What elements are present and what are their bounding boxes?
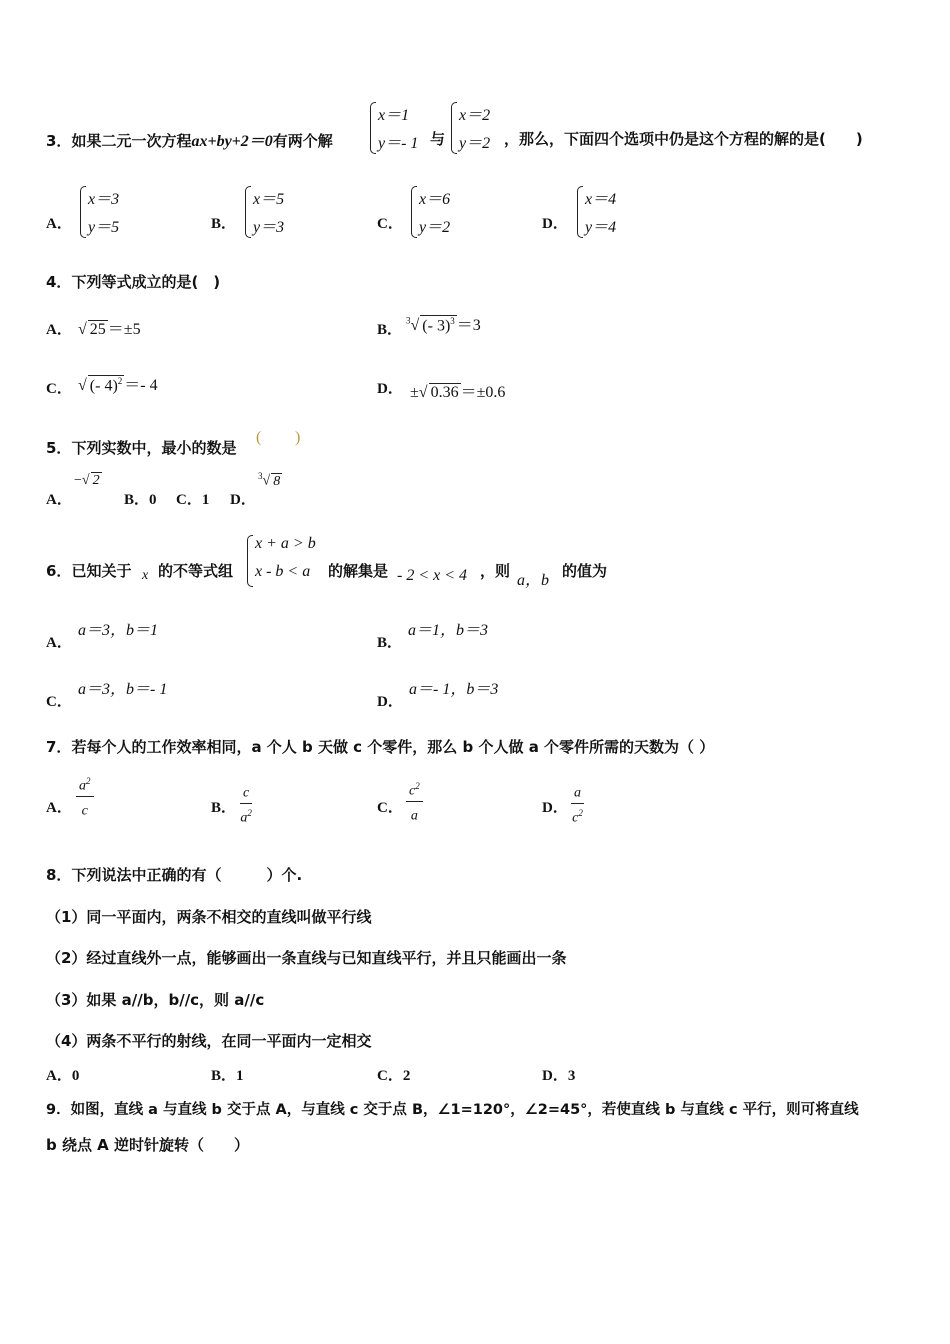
q4-option-a-rest: ＝±5 <box>107 321 141 338</box>
q7-option-b-label[interactable]: B． <box>211 800 237 816</box>
q3-option-d-line2: y＝4 <box>585 219 617 236</box>
q4-option-b[interactable] <box>406 312 481 335</box>
q3-option-d[interactable] <box>577 186 637 240</box>
q7-option-b-den-exp: 2 <box>247 807 252 818</box>
q7-option-b-numerator <box>240 779 252 804</box>
q8-option-a-value: 0 <box>71 1068 80 1084</box>
q4-text: 下列等式成立的是( ) <box>71 273 221 291</box>
q3-sol2-line1: x＝2 <box>459 107 491 124</box>
q3-option-c-label[interactable]: C． <box>377 216 403 232</box>
q8-option-b[interactable] <box>211 1064 244 1085</box>
q4-option-d-radicand: 0.36 <box>430 384 459 401</box>
q5-option-b[interactable] <box>124 488 157 509</box>
q8-option-d-value: 3 <box>567 1068 576 1084</box>
q4-option-c-label[interactable]: C． <box>46 381 72 397</box>
q6-var: x <box>142 568 149 583</box>
q7-option-a-numerator <box>76 772 94 797</box>
q4-option-d-label[interactable]: D． <box>377 381 403 397</box>
q3-option-b[interactable] <box>245 186 305 240</box>
brace-icon <box>411 186 417 238</box>
q6-system <box>247 535 327 589</box>
q4-option-c-rest: ＝- 4 <box>124 377 158 394</box>
brace-icon <box>451 102 457 154</box>
sqrt-icon: √ <box>81 473 90 488</box>
q8-number: 8． <box>46 866 72 884</box>
q8-option-d-label: D． <box>542 1068 568 1084</box>
q5-option-a[interactable] <box>74 472 102 489</box>
q6-text-post: 的值为 <box>562 562 608 580</box>
q7-option-a-fraction[interactable] <box>76 772 94 820</box>
cbrt-icon: √ <box>410 317 420 334</box>
q8-stem <box>46 864 302 885</box>
q6-system-line2: x - b < a <box>255 563 311 580</box>
q3-option-c-line1: x＝6 <box>419 191 451 208</box>
q5-option-c[interactable] <box>176 488 209 509</box>
q7-option-c-num-exp: 2 <box>415 781 420 791</box>
q7-option-d-denominator <box>571 804 584 828</box>
q7-option-a-denominator <box>76 797 94 821</box>
q8-statement-1: （1）同一平面内，两条不相交的直线叫做平行线 <box>46 908 372 926</box>
q7-option-a-den: c <box>81 803 88 819</box>
q9-text-line1: 如图，直线 a 与直线 b 交于点 A，与直线 c 交于点 B，∠1=120°，∠2=45°，若使直线 b 与直线 c 平行，则可将直线 <box>70 1102 859 1118</box>
q8-option-b-label: B． <box>211 1068 237 1084</box>
q7-option-c-label[interactable]: C． <box>377 800 403 816</box>
q7-option-d-numerator <box>571 779 584 804</box>
q7-option-d-fraction[interactable] <box>571 779 584 827</box>
q6-stem-pre <box>46 560 131 581</box>
q4-option-b-radical <box>420 315 456 335</box>
q7-option-d-den-exp: 2 <box>578 807 583 818</box>
q5-option-d-radicand: 8 <box>273 473 281 489</box>
q7-option-b-denominator <box>240 804 252 828</box>
q6-option-b[interactable]: a＝1，b＝3 <box>408 622 489 639</box>
q9-line-1 <box>46 1098 859 1119</box>
q4-option-b-radicand: (- 3) <box>422 317 451 334</box>
brace-icon <box>247 535 253 587</box>
q5-paren-open: ( <box>256 429 262 446</box>
q7-option-b-den: a <box>240 810 248 826</box>
q7-option-b-fraction[interactable] <box>240 779 252 827</box>
q6-option-c-label[interactable]: C． <box>46 694 72 710</box>
q3-option-b-label[interactable]: B． <box>211 216 237 232</box>
q4-option-c-radical <box>88 375 124 395</box>
q8-option-a[interactable] <box>46 1064 79 1085</box>
cbrt-icon: √ <box>262 473 271 489</box>
q7-option-c-num: c <box>409 783 416 799</box>
q7-option-b-num: c <box>243 785 250 801</box>
q6-text-mid3: ，则 <box>480 562 511 580</box>
brace-icon <box>245 186 251 238</box>
q3-sol1-line2: y＝- 1 <box>378 135 419 152</box>
q5-option-a-label[interactable]: A． <box>46 492 72 508</box>
q8-option-c[interactable] <box>377 1064 410 1085</box>
q3-stem <box>46 128 333 151</box>
sqrt-icon: √ <box>78 321 87 338</box>
q7-option-d-den: c <box>572 810 579 826</box>
q7-option-a-num: a <box>79 778 86 794</box>
q3-option-a-line1: x＝3 <box>88 191 120 208</box>
q6-option-b-label[interactable]: B． <box>377 635 403 651</box>
q5-stem <box>46 437 236 458</box>
q3-text-post: ，那么，下面四个选项中仍是这个方程的解的是( ) <box>504 130 863 148</box>
brace-icon <box>370 102 376 154</box>
q5-option-b-label: B． <box>124 492 150 508</box>
q5-option-a-prefix: − <box>74 473 82 488</box>
q7-option-a-label[interactable]: A． <box>46 800 72 816</box>
q3-sol2-line2: y＝2 <box>459 135 491 152</box>
q3-option-a[interactable] <box>80 186 140 240</box>
q6-option-c[interactable]: a＝3，b＝- 1 <box>78 681 168 698</box>
q3-equation: ax+by+2＝0 <box>191 133 273 150</box>
q6-text-mid2: 的解集是 <box>328 562 389 580</box>
q5-option-d-label[interactable]: D． <box>230 492 256 508</box>
q3-option-b-line2: y＝3 <box>253 219 285 236</box>
q4-option-b-rest: ＝3 <box>456 317 481 334</box>
q6-text-pre: 已知关于 <box>71 562 132 580</box>
q8-option-a-label: A． <box>46 1068 72 1084</box>
q8-statement-2: （2）经过直线外一点，能够画出一条直线与已知直线平行，并且只能画出一条 <box>46 949 567 967</box>
q3-solution-2 <box>451 102 511 156</box>
q4-option-b-label[interactable]: B． <box>377 322 403 338</box>
q3-option-b-line1: x＝5 <box>253 191 285 208</box>
q9-number: 9． <box>46 1102 71 1118</box>
q5-text: 下列实数中，最小的数是 <box>71 439 237 457</box>
q3-text-pre: 如果二元一次方程 <box>71 132 192 150</box>
q8-option-d[interactable] <box>542 1064 575 1085</box>
q4-option-b-index: 3 <box>406 315 411 326</box>
q3-solution-1 <box>370 102 430 156</box>
q3-text-mid: 有两个解 <box>272 132 333 150</box>
q6-option-a[interactable]: a＝3，b＝1 <box>78 622 159 639</box>
q7-option-c-numerator <box>406 777 423 802</box>
q5-option-d[interactable] <box>258 471 282 490</box>
q3-option-a-line2: y＝5 <box>88 219 120 236</box>
q7-text: 若每个人的工作效率相同，a 个人 b 天做 c 个零件，那么 b 个人做 a 个零件所需的天数为（ ） <box>71 738 715 756</box>
q3-option-a-label[interactable]: A． <box>46 216 72 232</box>
q3-option-d-line1: x＝4 <box>585 191 617 208</box>
q3-sol1-line1: x＝1 <box>378 107 410 124</box>
q5-option-a-radicand: 2 <box>92 473 100 488</box>
q4-option-a[interactable] <box>78 316 141 339</box>
q6-number: 6． <box>46 562 72 580</box>
q6-option-a-label[interactable]: A． <box>46 635 72 651</box>
q8-statement-4: （4）两条不平行的射线，在同一平面内一定相交 <box>46 1032 372 1050</box>
q4-option-a-radicand: 25 <box>89 321 106 338</box>
brace-icon <box>80 186 86 238</box>
q7-option-d-num: a <box>574 785 581 801</box>
q7-option-c-denominator <box>406 802 423 826</box>
q4-option-b-exp: 3 <box>450 315 455 326</box>
q7-option-d-label[interactable]: D． <box>542 800 568 816</box>
q3-number: 3． <box>46 132 72 150</box>
q4-stem <box>46 271 220 292</box>
q3-option-c-line2: y＝2 <box>419 219 451 236</box>
q5-option-d-index: 3 <box>258 471 263 481</box>
q4-option-d-rest: ＝±0.6 <box>460 384 506 401</box>
q5-option-c-label: C． <box>176 492 202 508</box>
q8-option-c-label: C． <box>377 1068 403 1084</box>
sqrt-icon: √ <box>418 384 428 401</box>
q7-stem <box>46 736 714 757</box>
q7-option-c-fraction[interactable] <box>406 777 423 825</box>
q3-connector: 与 <box>430 130 446 148</box>
q4-option-a-label[interactable]: A． <box>46 322 72 338</box>
q9-line-2: b 绕点 A 逆时针旋转（ ） <box>46 1136 250 1154</box>
sqrt-icon: √ <box>78 377 87 394</box>
q7-option-c-den: a <box>410 808 418 824</box>
q6-vars: a，b <box>517 572 550 589</box>
q4-option-c-radicand: (- 4) <box>89 377 118 394</box>
q4-option-d[interactable] <box>410 379 505 402</box>
q3-option-d-label[interactable]: D． <box>542 216 568 232</box>
q5-number: 5． <box>46 439 72 457</box>
q6-solution: - 2 < x < 4 <box>397 567 468 584</box>
q8-statement-3: （3）如果 a//b，b//c，则 a//c <box>46 991 265 1009</box>
brace-icon <box>577 186 583 238</box>
q5-option-b-value: 0 <box>149 492 157 508</box>
q6-system-line1: x + a > b <box>255 535 316 552</box>
q8-option-c-value: 2 <box>402 1068 411 1084</box>
q5-paren-close: ) <box>295 429 301 446</box>
q6-option-d[interactable]: a＝- 1，b＝3 <box>409 681 499 698</box>
q8-option-b-value: 1 <box>236 1068 244 1084</box>
q8-text: 下列说法中正确的有（ ）个. <box>71 866 303 884</box>
q5-option-c-value: 1 <box>201 492 210 508</box>
q7-number: 7． <box>46 738 72 756</box>
q4-number: 4． <box>46 273 72 291</box>
q4-option-d-prefix: ± <box>410 384 419 401</box>
q4-option-c-exp: 2 <box>117 375 123 386</box>
q4-option-c[interactable] <box>78 372 158 395</box>
q6-text-mid: 的不等式组 <box>158 562 234 580</box>
q7-option-a-num-exp: 2 <box>86 776 91 786</box>
q6-option-d-label[interactable]: D． <box>377 694 403 710</box>
q3-option-c[interactable] <box>411 186 471 240</box>
